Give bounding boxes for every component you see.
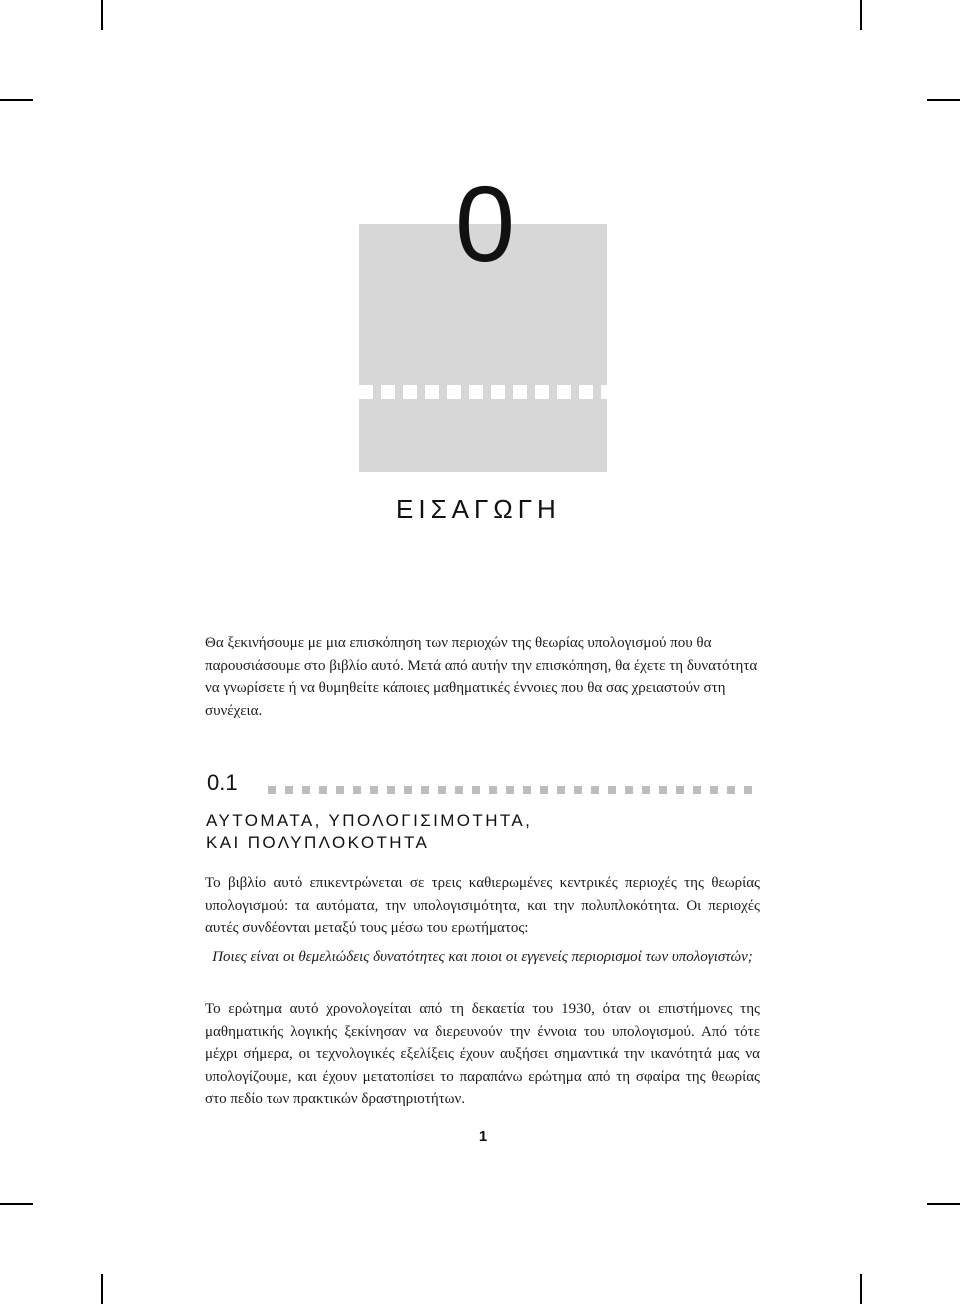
crop-mark-top-left-vertical [101,0,103,30]
intro-paragraph: Θα ξεκινήσουμε με μια επισκόπηση των περιοχών της θεωρίας υπολογισμού που θα παρουσιάσουμε στο βιβλίο αυτό. Μετά από αυτήν την επισκόπηση, θα έχετε τη δυνατότητα να γνωρίσετε ή να θυμηθείτε κάποιες μαθηματικές έννοιες που θα σας χρειαστούν στη συνέχεια. [205,635,758,719]
chapter-number: 0 [454,163,516,284]
crop-mark-bottom-left-horizontal [0,1203,33,1205]
section-paragraph-2: Το ερώτημα αυτό χρονολογείται από τη δεκαετία του 1930, όταν οι επιστήμονες της μαθηματικής λογικής ξεκίνησαν να διερευνούν την έννοια του υπολογισμού. Από τότε μέχρι σήμερα, οι τεχνολογικές εξελίξεις έχουν αυξήσει σημαντικά την ικανότητά μας να υπολογίζουμε, και έχουν μετατοπίσει το παραπάνω ερώτημα από τη σφαίρα της θεωρίας στο πεδίο των πρακτικών δραστηριοτήτων. [205,1001,760,1107]
section-dotted-rule [268,786,758,794]
chapter-title: ΕΙΣΑΓΩΓΗ [396,494,561,524]
section-question-quote: Ποιες είναι οι θεμελιώδεις δυνατότητες και ποιοι οι εγγενείς περιορισμοί των υπολογιστών; [212,949,753,965]
chapter-block-dotted-band [359,385,607,399]
section-paragraph-1: Το βιβλίο αυτό επικεντρώνεται σε τρεις καθιερωμένες κεντρικές περιοχές της θεωρίας υπολογισμού: τα αυτόματα, την υπολογισιμότητα, και την πολυπλοκότητα. Οι περιοχές αυτές συνδέονται μεταξύ τους μέσω του ερωτήματος: [205,875,760,936]
crop-mark-top-right-vertical [860,0,862,30]
crop-mark-top-right-horizontal [927,99,960,101]
section-title-line-2: ΚΑΙ ΠΟΛΥΠΛΟΚΟΤΗΤΑ [206,833,430,852]
section-number: 0.1 [207,770,238,795]
crop-mark-bottom-right-vertical [860,1274,862,1304]
crop-mark-bottom-right-horizontal [927,1203,960,1205]
page-number: 1 [478,1128,488,1145]
crop-mark-top-left-horizontal [0,99,33,101]
crop-mark-bottom-left-vertical [101,1274,103,1304]
section-title [206,810,532,854]
section-title-line-1: ΑΥΤΟΜΑΤΑ, ΥΠΟΛΟΓΙΣΙΜΟΤΗΤΑ, [206,811,533,830]
